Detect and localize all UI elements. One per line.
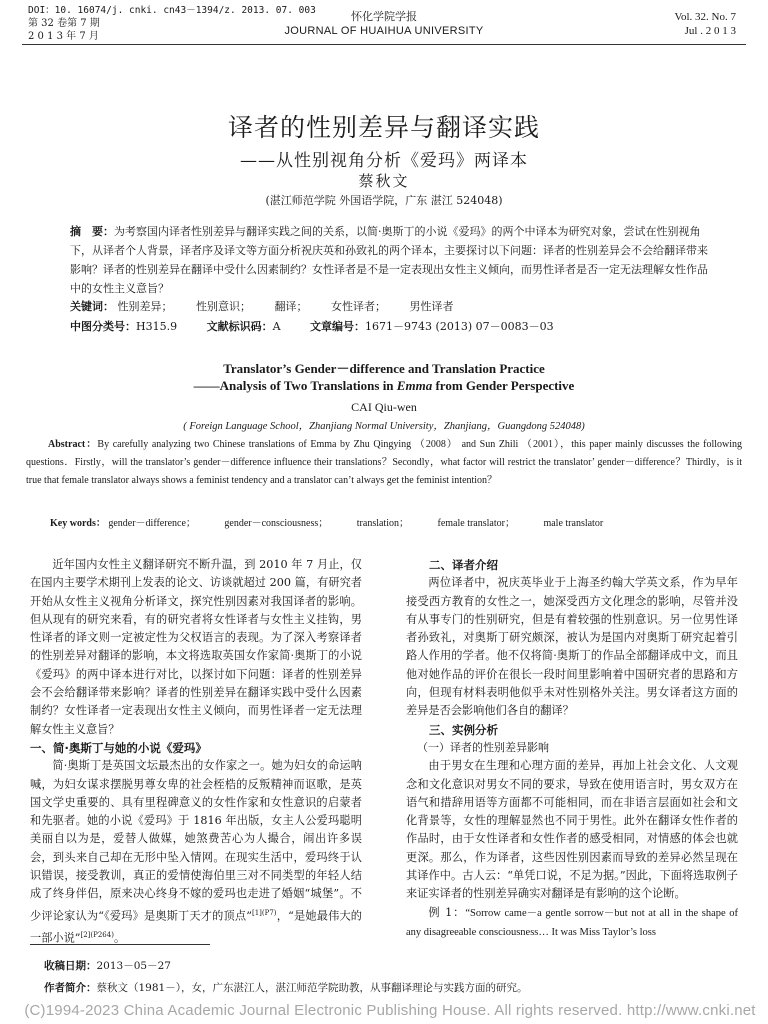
section-1-text-end: 。	[113, 931, 126, 945]
journal-name-cn: 怀化学院学报	[351, 10, 417, 23]
article-number: 1671－9743 (2013) 07－0083－03	[365, 320, 554, 333]
author-bio	[44, 980, 744, 995]
clc-label: 中图分类号：	[70, 320, 136, 333]
section-2-paragraph: 两位译者中，祝庆英毕业于上海圣约翰大学英文系，作为早年接受西方教育的女性之一，她深受西方文化理念的影响，尽管并没有从事专门的性别研究，但是有着较强的性别意识。另一位男性译者孙致礼，对奥斯丁研究颇深，被认为是国内对奥斯丁研究起着引路人作用的学者。他不仅将简·奥斯丁的作品全部翻译成中文，而且他对她作品的评价在很长一段时间里影响着中国研究者的思路和方向，但现有材料表明他似乎未对性别格外关注。男女译者这方面的差异是否会影响他们各自的翻译？	[406, 576, 738, 718]
abstract-en-label: Abstract：	[48, 439, 98, 450]
author-bio-label: 作者简介：	[44, 982, 97, 994]
received-value: 2013－05－27	[96, 960, 171, 972]
volume-cn: 第 32 卷第 7 期	[28, 18, 100, 29]
header-divider	[22, 44, 746, 45]
keywords-cn	[70, 298, 710, 314]
english-title: Translator’s Gender－difference and Translation Practice	[223, 361, 545, 376]
citation-1: [1](P7)	[251, 908, 277, 917]
keyword-en: gender－difference；	[108, 518, 196, 529]
header-right	[674, 10, 736, 38]
doc-code-label: 文献标识码：	[206, 320, 273, 333]
clc-number: H315.9	[136, 320, 178, 333]
keyword-cn: 性别意识；	[196, 300, 251, 313]
keyword-en: gender－consciousness；	[224, 518, 329, 529]
intro-paragraph: 近年国内女性主义翻译研究不断升温，到 2010 年 7 月止，仅在国内主要学术期刊上发表的论文、访谈就超过 200 篇，有研究者开始从女性主义视角分析译文，探究性别因素对我国译者的影响。但从现有的研究来看，有的研究者将女性译者与女性主义挂钩，男性译者的译文则一定被定性为父权语言的表现。为了深入考察译者的性别差异对翻译的影响，本文将选取英国女作家简·奥斯丁的小说《爱玛》的两中译本进行对比，以探讨如下问题：译者的性别差异会不会给翻译带来影响？译者的性别差异在翻译实践中受什么因素制约？女性译者一定表现出女性主义倾向，而男性译者一定无法理解女性主义意旨？	[30, 558, 362, 736]
journal-name	[0, 10, 768, 38]
keyword-en: male translator	[543, 518, 604, 529]
keyword-cn: 性别差异；	[117, 300, 173, 313]
keyword-en: female translator；	[437, 518, 515, 529]
keyword-cn: 男性译者	[409, 300, 454, 313]
section-heading-2: 二、译者介绍	[429, 558, 498, 572]
abstract-en	[26, 436, 742, 490]
keyword-cn: 女性译者；	[331, 300, 386, 313]
doc-code: A	[272, 320, 281, 333]
example-label: 例 1：	[428, 905, 466, 919]
section-1-text: 简·奥斯丁是英国文坛最杰出的女作家之一。她为妇女的命运呐喊，为妇女谋求摆脱男尊女卑的社会桎梏的反叛精神而讴歌，是英国文学史重要的、具有里程碑意义的女性作家和女性意识的启蒙者和先驱者。她的小说《爱玛》于 1816 年出版，女主人公爱玛聪明美丽自以为是，爱替人做媒，她煞费苦心为人撮合，闹出许多误会，到头来自己却在无形中坠入情网。在现实生活中，爱玛终于认识错误，接受教训，真正的爱情使海伯里三对不同类型的年轻人结成了终身伴侣，原来决心终身不嫁的爱玛也走进了婚姻“城堡”。不少评论家认为“《爱玛》是奥斯丁天才的顶点”	[30, 759, 362, 923]
paper-title: 译者的性别差异与翻译实践	[227, 113, 540, 142]
affiliation: (湛江师范学院 外国语学院，广东 湛江 524048)	[265, 194, 503, 207]
section-1-text-cont: ，“是她最伟大的一部小说”	[30, 909, 362, 945]
body-right-column	[406, 556, 738, 942]
journal-name-en: JOURNAL OF HUAIHUA UNIVERSITY	[284, 25, 484, 37]
english-subtitle-emphasis: Emma	[396, 378, 433, 393]
keywords-cn-label: 关键词：	[70, 300, 114, 313]
abstract-cn-label: 摘 要：	[70, 225, 114, 238]
date-cn: 2 0 1 3 年 7 月	[28, 31, 99, 42]
abstract-cn	[70, 222, 710, 298]
keyword-cn: 翻译；	[274, 300, 308, 313]
english-subtitle-prefix: ——Analysis of Two Translations in	[193, 378, 397, 393]
section-1-paragraph	[30, 757, 362, 947]
body-left-column	[30, 556, 362, 948]
section-3-paragraph: 由于男女在生理和心理方面的差异，再加上社会文化、人文观念和文化意识对男女不同的要求，导致在使用语言时，男女双方在语气和措辞用语等方面都不可能相同，而在非语言层面如社会和文化背景等，女性的理解显然也不同于男性。此外在翻译女性作者的作品时，由于女性译者和女性作者的感受相同，对情感的体会也就更深。那么，作为译者，这些因性别因素而导致的差异必然呈现在其译作中。古人云：“单凭口说，不足为据。”因此，下面将选取例子来证实译者的性别差异确实对翻译是有影响的这个论断。	[406, 759, 738, 901]
volume-en: Vol. 32. No. 7	[674, 11, 736, 23]
keywords-en	[50, 514, 750, 529]
paper-subtitle: ——从性别视角分析《爱玛》两译本	[240, 151, 528, 171]
english-affiliation: ( Foreign Language School，Zhanjiang Normal University，Zhanjiang，Guangdong 524048)	[183, 421, 585, 432]
received-date	[44, 958, 744, 973]
keyword-en: translation；	[356, 518, 409, 529]
author-bio-text: 蔡秋文（1981－），女，广东湛江人，湛江师范学院助教，从事翻译理论与实践方面的研究。	[96, 982, 528, 994]
english-author: CAI Qiu-wen	[351, 400, 417, 414]
author-name: 蔡秋文	[358, 172, 410, 190]
cnki-watermark: (C)1994-2023 China Academic Journal Electronic Publishing House. All rights reserved. http://www.cnki.net	[24, 1002, 756, 1019]
abstract-cn-text: 为考察国内译者性别差异与翻译实践之间的关系，以简·奥斯丁的小说《爱玛》的两个中译本为研究对象，尝试在性别视角下，从译者个人背景，译者序及译文等方面分析祝庆英和孙致礼的两个译本，主要探讨以下问题：译者的性别差异会不会给翻译带来影响？译者的性别差异在翻译中受什么因素制约？女性译者是不是一定表现出女性主义倾向，而男性译者是否一定无法理解女性作品中的女性主义意旨？	[70, 225, 708, 295]
abstract-en-text: By carefully analyzing two Chinese translations of Emma by Zhu Qingying （2008） and Sun Zhili （2001），this paper mainly discusses the following questions．Firstly，will the translator’s gender－difference influence their translations？Secondly，what factor will restrict the translator’ gender－difference？Thirdly，is it true that female translator always shows a feminist tendency and a translator can’t always get the feminist intention？	[26, 439, 742, 486]
article-number-label: 文章编号：	[310, 320, 366, 333]
english-subtitle	[0, 378, 768, 394]
received-label: 收稿日期：	[44, 960, 97, 972]
section-heading-3: 三、实例分析	[429, 722, 498, 737]
citation-2: [2](P264)	[80, 930, 114, 939]
subsection-heading-1: （一）译者的性别差异影响	[417, 740, 549, 754]
doi: DOI：10. 16074/j. cnki. cn43－1394/z. 2013. 07. 003	[28, 5, 316, 16]
example-paragraph	[406, 904, 738, 943]
classification-line	[70, 318, 710, 334]
english-subtitle-suffix: from Gender Perspective	[432, 378, 575, 393]
footnote-divider	[30, 944, 210, 945]
date-en: Jul . 2 0 1 3	[684, 25, 736, 37]
section-heading-1: 一、简·奥斯丁与她的小说《爱玛》	[30, 740, 207, 755]
keywords-en-label: Key words：	[50, 518, 106, 529]
example-text: “Sorrow came－a gentle sorrow－but not at all in the shape of any disagreeable consciousness… It was Miss Taylor’s loss	[406, 907, 738, 938]
